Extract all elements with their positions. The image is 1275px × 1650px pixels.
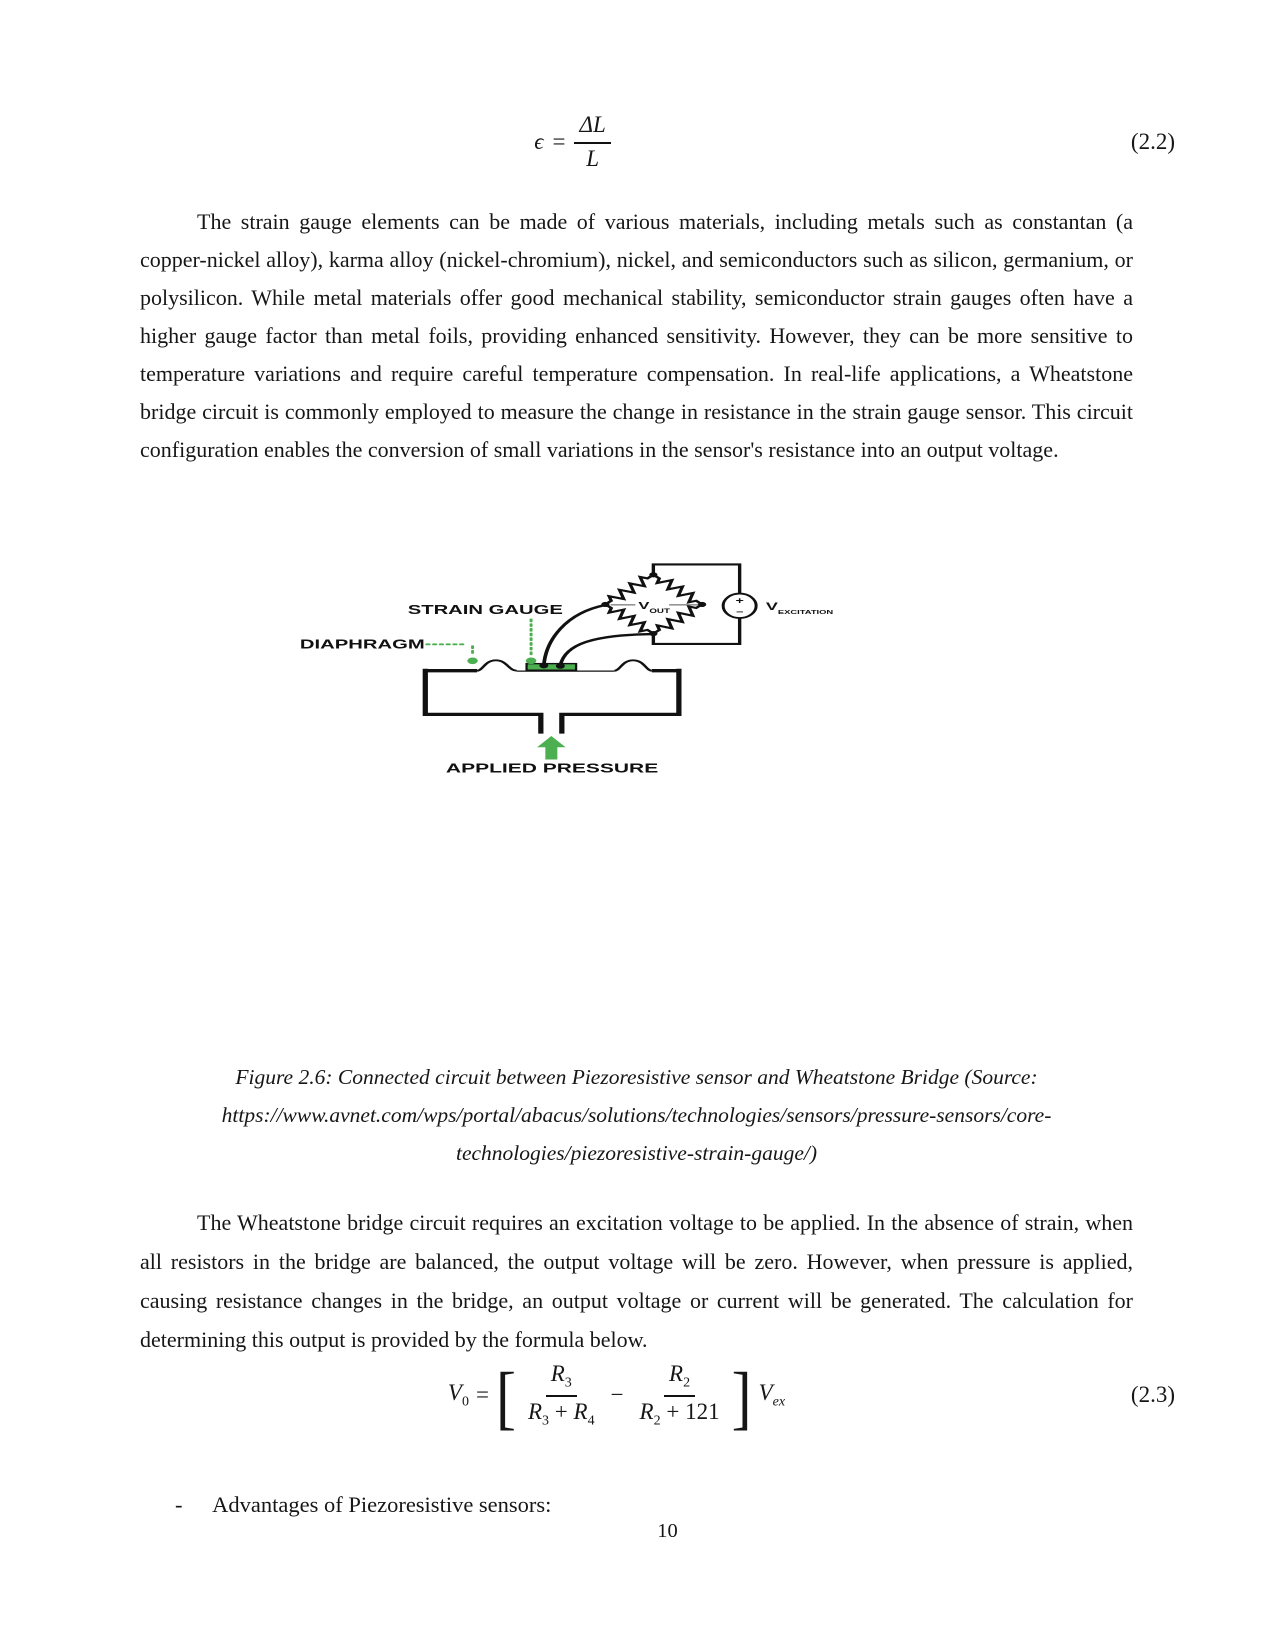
gauge-terminal-2 xyxy=(556,663,565,669)
advantages-text: Advantages of Piezoresistive sensors: xyxy=(212,1492,552,1517)
pressure-arrow-icon xyxy=(537,736,566,760)
v0-term: $V_0$ xyxy=(447,1379,469,1410)
equals-sign: = xyxy=(552,129,566,154)
equation-2-2 xyxy=(140,96,1175,188)
resistor-top-right-icon xyxy=(653,575,702,605)
equals-sign: = xyxy=(475,1382,489,1407)
vex-term: $V_{ex}$ xyxy=(758,1379,786,1410)
applied-pressure-label: APPLIED PRESSURE xyxy=(445,760,659,776)
paragraph-wheatstone-bridge: The Wheatstone bridge circuit requires an excitation voltage to be applied. In the absence of strain, when all resistors in the bridge are balanced, the output voltage will be zero. However, when pressure is applied, causing resistance changes in the bridge, an output voltage or current will be generated. The calculation for determining this output is provided by the formula below. xyxy=(140,1210,1133,1352)
epsilon-symbol: ϵ xyxy=(534,129,544,154)
left-bracket: [ xyxy=(495,1358,516,1437)
fraction-denominator: L xyxy=(586,145,600,171)
caption-line-3: technologies/piezoresistive-strain-gauge/) xyxy=(455,1141,818,1165)
bridge-node-right xyxy=(698,602,706,607)
paragraph-strain-gauge-materials: The strain gauge elements can be made of various materials, including metals such as constantan (a copper-nickel alloy), karma alloy (nickel-chromium), nickel, and semiconductors such as silicon, germanium, or polysilicon. While metal materials offer good mechanical stability, semiconductor strain gauges often have a higher gauge factor than metal foils, providing enhanced sensitivity. However, they can be more sensitive to temperature variations and require careful temperature compensation. In real-life applications, a Wheatstone bridge circuit is commonly employed to measure the change in resistance in the strain gauge sensor. This circuit configuration enables the conversion of small variations in the sensor's resistance into an output voltage. xyxy=(140,209,1133,462)
equation-2-3 xyxy=(140,1345,1175,1445)
advantages-line xyxy=(175,1492,551,1518)
v-excitation-label: $V_{EXCITATION}$ xyxy=(765,600,834,616)
bridge-node-top xyxy=(649,572,657,577)
diaphragm-label: DIAPHRAGM xyxy=(299,637,425,652)
chamber-right-wall xyxy=(562,669,679,734)
diaphragm-leader-dot xyxy=(467,658,478,665)
v-out-label: $V_{OUT}$ xyxy=(638,600,670,615)
caption-line-2: https://www.avnet.com/wps/portal/abacus/solutions/technologies/sensors/pressure-sensors/core- xyxy=(221,1103,1052,1127)
corrugation-right xyxy=(614,660,652,670)
strain-gauge-leader-dot xyxy=(526,658,537,665)
figure-2-6-diagram xyxy=(273,548,1093,1034)
gauge-terminal-1 xyxy=(539,663,548,669)
fraction-r3: $\frac{R_3}{R_3 + R_4}$ xyxy=(527,1360,595,1429)
right-bracket: ] xyxy=(731,1358,752,1437)
fraction-dl-l xyxy=(574,112,610,172)
page-content xyxy=(140,0,1175,1650)
corrugation-left xyxy=(477,660,517,670)
strain-gauge-label: STRAIN GAUGE xyxy=(407,602,563,617)
caption-line-1: Figure 2.6: Connected circuit between Piezoresistive sensor and Wheatstone Bridge (Source: xyxy=(235,1065,1038,1089)
source-plus-sign: + xyxy=(735,595,744,606)
bullet-dash: - xyxy=(175,1492,183,1517)
source-minus-sign: − xyxy=(735,607,744,617)
wire-bottom-to-source xyxy=(653,618,739,644)
fraction-r2: $\frac{R_2}{R_2 + 121}$ xyxy=(639,1360,720,1429)
fraction-numerator: ΔL xyxy=(579,112,606,138)
strain-gauge-element xyxy=(527,664,577,671)
equation-2-3-number: (2.3) xyxy=(1130,1382,1175,1407)
equation-2-2-number: (2.2) xyxy=(1130,129,1175,154)
chamber-left-wall xyxy=(425,669,541,734)
equation-2-2-body xyxy=(534,112,611,172)
equation-2-3-body xyxy=(447,1358,786,1437)
minus-sign: − xyxy=(610,1382,624,1407)
figure-2-6-caption xyxy=(140,1058,1133,1172)
page-number: 10 xyxy=(657,1520,678,1542)
